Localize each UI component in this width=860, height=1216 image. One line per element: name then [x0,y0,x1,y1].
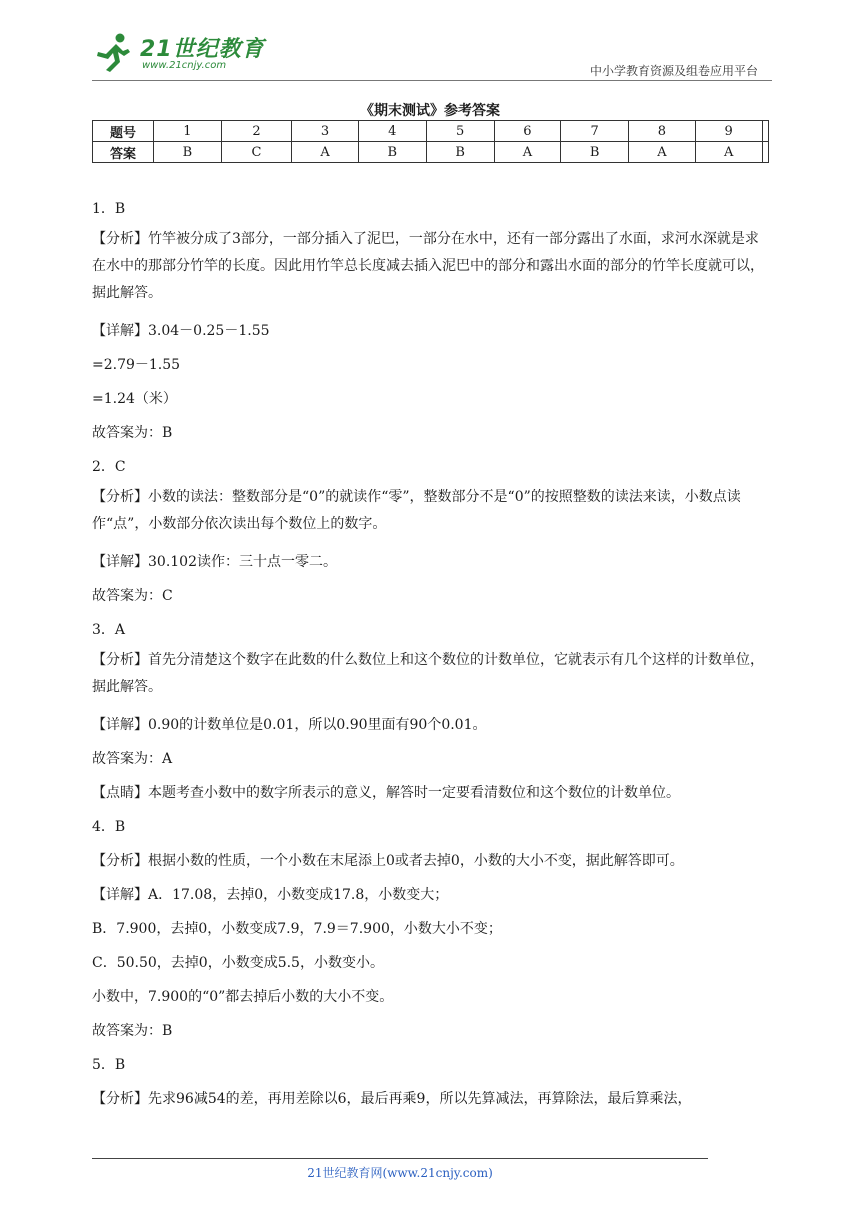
answer-line: 故答案为：B [92,1023,173,1039]
answer-explanations [92,192,772,1116]
table-cell: C [221,142,291,163]
footer-link[interactable]: 21世纪教育网(www.21cnjy.com) [307,1166,493,1180]
table-cell: B [154,142,222,163]
analysis-paragraph: 【分析】竹竿被分成了3部分，一部分插入了泥巴，一部分在水中，还有一部分露出了水面，求河水深就是求在水中的那部分竹竿的长度。因此用竹竿总长度减去插入泥巴中的部分和露出水面的部分的竹竿长度就可以，据此解答。 [92,231,764,301]
answer-line: 故答案为：A [92,751,173,767]
detail-line: 【详解】A．17.08，去掉0，小数变成17.8，小数变大； [92,887,449,903]
running-figure-icon [94,32,134,74]
table-cell: 1 [154,121,222,142]
table-cell: 5 [426,121,494,142]
logo-text: 21世纪教育 [140,37,265,62]
analysis-paragraph: 【分析】根据小数的性质，一个小数在末尾添上0或者去掉0，小数的大小不变，据此解答即可。 [92,853,684,869]
table-cell: 7 [561,121,629,142]
page-header [92,30,772,82]
page-title: 《期末测试》参考答案 [360,103,500,119]
footer-divider [92,1158,708,1159]
table-row [93,142,769,163]
question-number: 4．B [92,819,126,835]
logo-url: www.21cnjy.com [142,60,227,71]
answer-line: 故答案为：C [92,588,173,604]
table-cell [762,142,768,163]
header-divider [92,80,772,81]
table-cell: 6 [494,121,561,142]
table-cell: B [561,142,629,163]
question-number: 2．C [92,459,126,475]
table-row [93,121,769,142]
detail-line: C．50.50，去掉0，小数变成5.5，小数变小。 [92,955,384,971]
detail-line: 【详解】0.90的计数单位是0.01，所以0.90里面有90个0.01。 [92,717,487,733]
table-cell: A [292,142,359,163]
table-cell: 9 [695,121,762,142]
table-cell: 3 [292,121,359,142]
detail-line: =2.79－1.55 [92,357,181,373]
answer-line: 故答案为：B [92,425,173,441]
logo [92,30,292,78]
analysis-paragraph: 【分析】首先分清楚这个数字在此数的什么数位上和这个数位的计数单位，它就表示有几个这样的计数单位，据此解答。 [92,652,764,695]
question-number: 3．A [92,622,126,638]
table-cell: 8 [629,121,696,142]
table-cell: 2 [221,121,291,142]
analysis-paragraph: 【分析】先求96减54的差，再用差除以6，最后再乘9，所以先算减法，再算除法，最后算乘法， [92,1091,692,1107]
question-number: 5．B [92,1057,126,1073]
table-cell [762,121,768,142]
analysis-paragraph: 【分析】小数的读法：整数部分是“0”的就读作“零”，整数部分不是“0”的按照整数的读法来读，小数点读作“点”，小数部分依次读出每个数位上的数字。 [92,489,741,532]
table-cell: B [358,142,426,163]
row-label: 答案 [93,142,154,163]
detail-line: =1.24（米） [92,391,177,407]
detail-line: 【详解】3.04－0.25－1.55 [92,323,270,339]
table-cell: A [629,142,696,163]
table-cell: A [494,142,561,163]
detail-line: B．7.900，去掉0，小数变成7.9，7.9＝7.900，小数大小不变； [92,921,502,937]
table-cell: A [695,142,762,163]
key-point-line: 【点睛】本题考查小数中的数字所表示的意义，解答时一定要看清数位和这个数位的计数单位。 [92,785,680,801]
answer-table [92,120,769,163]
row-label: 题号 [93,121,154,142]
detail-line: 小数中，7.900的“0”都去掉后小数的大小不变。 [92,989,394,1005]
table-cell: 4 [358,121,426,142]
question-number: 1．B [92,201,126,217]
table-cell: B [426,142,494,163]
platform-label: 中小学教育资源及组卷应用平台 [589,64,758,78]
detail-line: 【详解】30.102读作：三十点一零二。 [92,554,337,570]
